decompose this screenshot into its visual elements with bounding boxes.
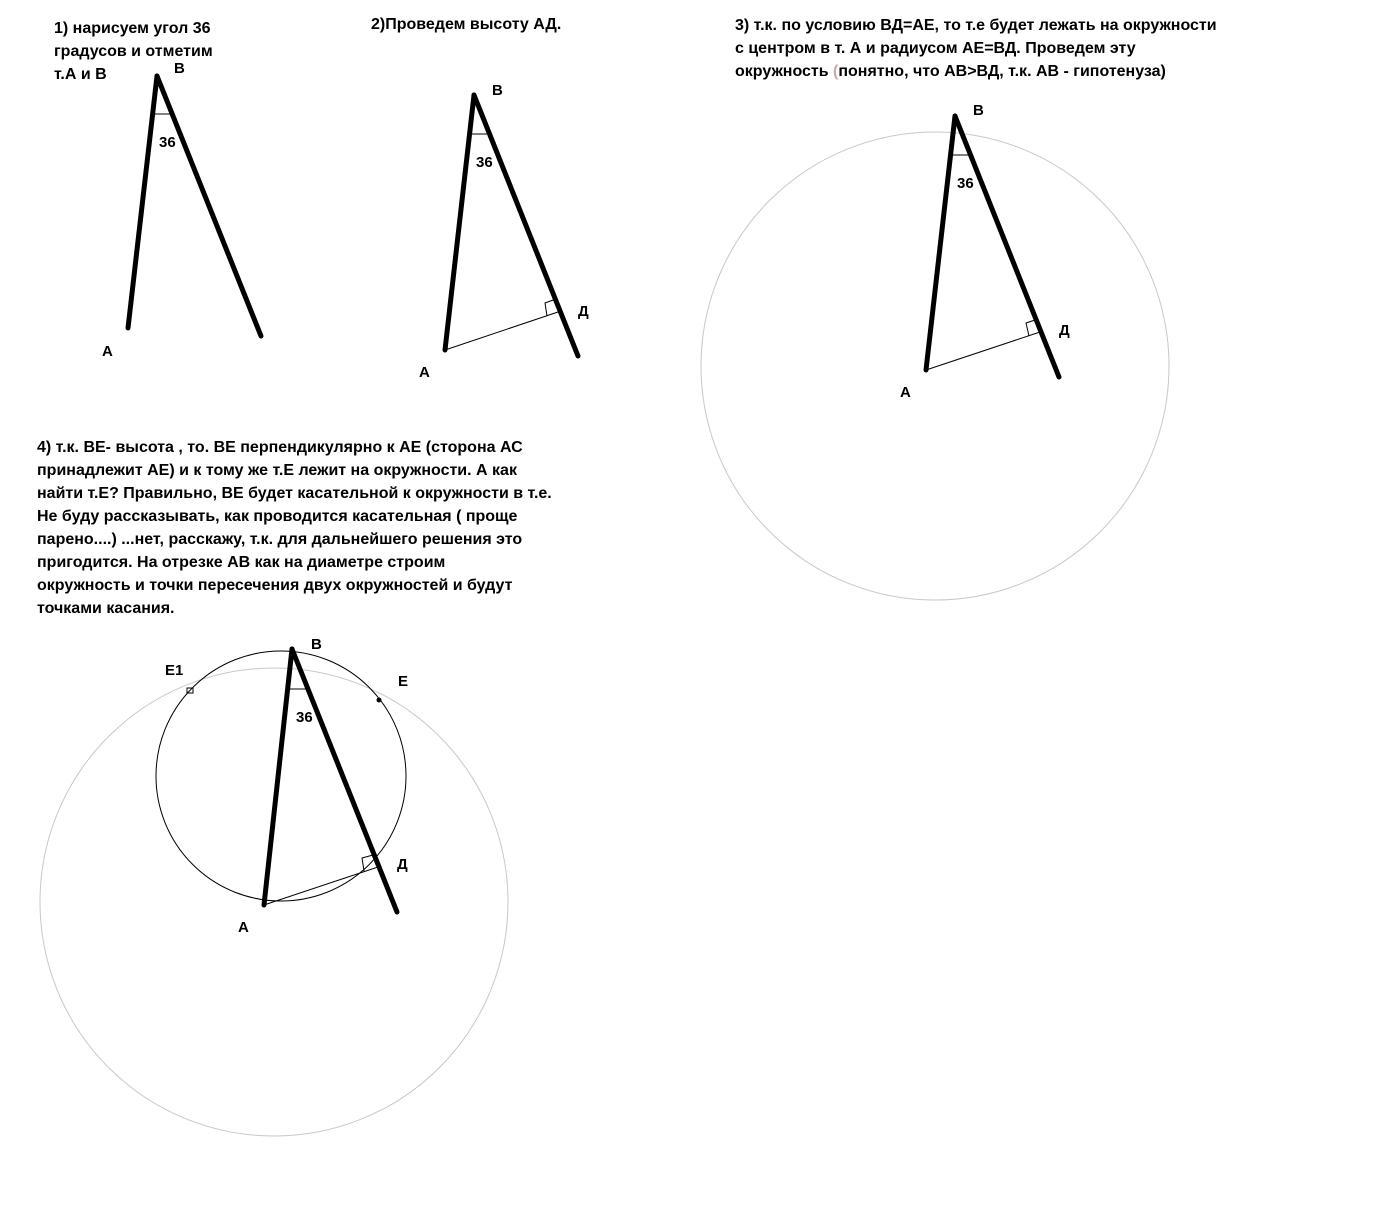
fig1-segment-ba <box>128 76 157 328</box>
fig2-label-a: А <box>419 364 430 381</box>
fig3-label-a: А <box>900 384 911 401</box>
fig4-label-d: Д <box>397 856 408 873</box>
fig4-label-b: В <box>311 636 322 653</box>
fig4-label-e: Е <box>398 673 409 690</box>
fig1-label-a: А <box>102 343 113 360</box>
fig2-label-b: В <box>492 82 503 99</box>
fig4-point-e <box>377 698 382 703</box>
fig4-label-a: А <box>238 919 249 936</box>
fig2-segment-ba <box>445 95 474 350</box>
fig1-label-b: В <box>174 60 185 77</box>
fig2-altitude-ad <box>445 311 561 350</box>
fig3-segment-bc <box>955 116 1059 377</box>
step3-note: понятно, что АВ>ВД, т.к. АВ - гипотенуза) <box>838 63 1166 80</box>
fig4-segment-bc <box>292 649 397 912</box>
step2-caption: 2)Проведем высоту АД. <box>371 16 562 33</box>
step1-caption: 1) нарисуем угол 36 градусов и отметим т.А и В <box>54 20 213 83</box>
fig4-segment-ba <box>264 649 292 905</box>
fig3-angle-label: 36 <box>957 175 974 192</box>
fig4-angle-label: 36 <box>296 709 313 726</box>
fig2-angle-label: 36 <box>476 154 493 171</box>
figure-4 <box>40 636 508 1136</box>
fig2-segment-bc <box>474 95 578 356</box>
fig3-circle-center-a <box>701 132 1169 600</box>
step3-main-text: 3) т.к. по условию ВД=АЕ, то т.е будет лежать на окружности с центром в т. А и радиусом АЕ=ВД. Проведем эту окружность <box>735 17 1217 80</box>
fig3-label-b: В <box>973 102 984 119</box>
fig1-angle-label: 36 <box>159 134 176 151</box>
fig2-label-d: Д <box>578 303 589 320</box>
step4-caption: 4) т.к. ВЕ- высота , то. ВЕ перпендикулярно к АЕ (сторона АС принадлежит АЕ) и к тому же т.Е лежит на окружности. А как найти т.Е? Правильно, ВЕ будет касательной к окружности в т.е. Не буду рассказывать, как проводится касательная ( проще парено....) ...нет, расскажу, т.к. для дальнейшего решения это пригодится. На отрезке АВ как на диаметре строим окружность и точки пересечения двух окружностей и будут точками касания. <box>37 439 552 617</box>
fig1-segment-bc <box>157 76 261 336</box>
fig3-altitude-ad <box>926 331 1043 370</box>
figure-2 <box>419 82 589 381</box>
fig3-segment-ba <box>926 116 955 370</box>
fig4-altitude-ad <box>264 867 378 905</box>
figure-1 <box>102 60 261 360</box>
step3-paren: ( <box>833 63 839 80</box>
fig4-label-e1: Е1 <box>165 662 184 679</box>
figure-3 <box>701 102 1169 600</box>
fig3-label-d: Д <box>1059 322 1070 339</box>
